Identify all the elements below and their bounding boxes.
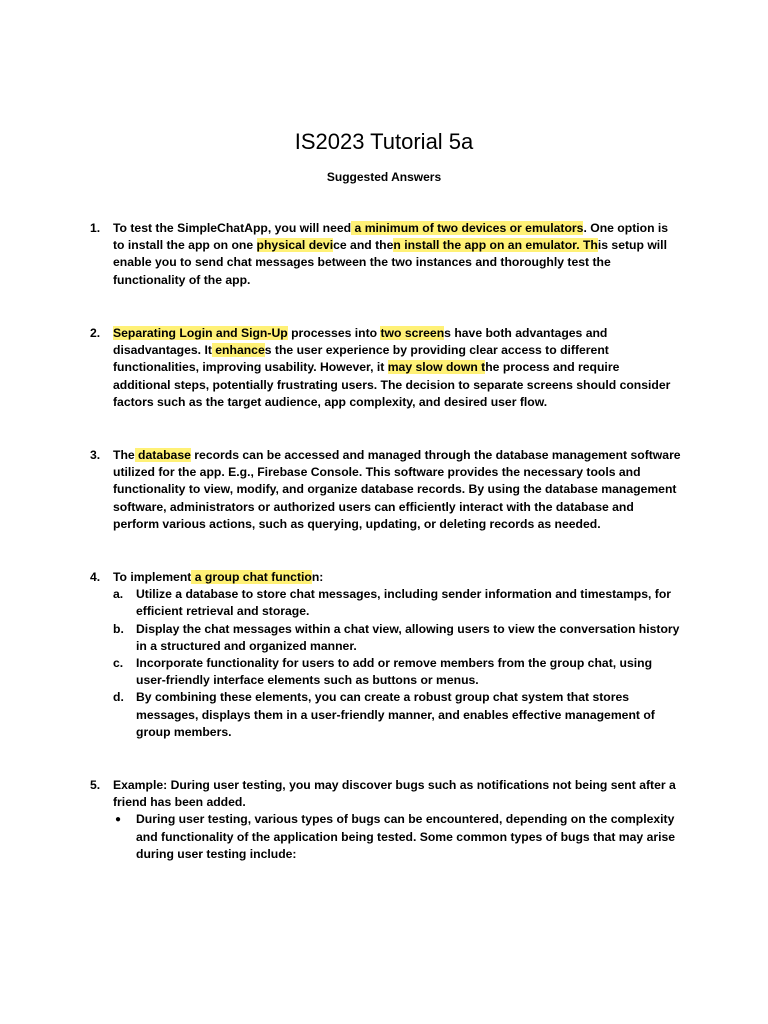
text-line: friend has been added. (113, 795, 246, 810)
highlight: database (134, 448, 191, 462)
item-body (113, 220, 690, 289)
text-line: To implement a group chat function: (113, 570, 324, 584)
item-number: 3. (90, 448, 101, 462)
answer-item-5 (90, 777, 690, 863)
text-line: By combining these elements, you can create a robust group chat system that stores (136, 690, 630, 705)
item-body (113, 777, 690, 811)
highlight: enhance (211, 343, 265, 358)
highlight: physical devi (256, 238, 334, 253)
text-line: during user testing include: (136, 846, 297, 861)
text-line: enable you to send chat messages between the two instances and thoroughly test the (113, 255, 611, 270)
text-line: group members. (136, 724, 232, 739)
text-line: efficient retrieval and storage. (136, 604, 310, 619)
text-line: perform various actions, such as querying, updating, or deleting records as needed. (113, 516, 601, 531)
text-line: software, administrators or authorized users can efficiently interact with the database and (113, 499, 634, 514)
highlight: a group chat functio (191, 570, 312, 584)
item-number: 4. (90, 570, 101, 584)
text-line: to install the app on one physical device and then install the app on an emulator. This setup will (113, 238, 667, 253)
item-body (113, 325, 690, 411)
text-line: Separating Login and Sign-Up processes into two screens have both advantages and (113, 326, 608, 340)
text-line: Example: During user testing, you may discover bugs such as notifications not being sent after a (113, 778, 676, 792)
sub-item-b (113, 621, 690, 655)
item-body (113, 569, 690, 586)
item-number: 5. (90, 778, 101, 792)
answer-item-4 (90, 569, 690, 741)
text-line: and functionality of the application being tested. Some common types of bugs that may arise (136, 829, 676, 844)
sub-item-marker: b. (113, 621, 124, 636)
sub-item-marker: c. (113, 655, 124, 670)
text-line: additional steps, potentially frustrating users. The decision to separate screens should consider (113, 377, 671, 392)
text-line: functionalities, improving usability. However, it may slow down the process and require (113, 360, 620, 375)
item-body (113, 447, 690, 533)
bullet-icon: ● (115, 814, 122, 826)
sub-item-a (113, 586, 690, 620)
answer-item-2 (90, 325, 690, 411)
text-line: Display the chat messages within a chat view, allowing users to view the conversation history (136, 621, 680, 636)
text-line: utilized for the app. E.g., Firebase Console. This software provides the necessary tools and (113, 465, 641, 480)
text-line: Incorporate functionality for users to add or remove members from the group chat, using (136, 655, 653, 670)
text-line: During user testing, various types of bugs can be encountered, depending on the complexity (136, 812, 675, 827)
highlight: a minimum of two devices or emulators (351, 221, 584, 235)
text-line: user-friendly interface elements such as buttons or menus. (136, 673, 479, 688)
item-number: 1. (90, 221, 101, 235)
text-line: functionality to view, modify, and organize database records. By using the database management (113, 482, 677, 497)
document-subtitle: Suggested Answers (326, 170, 442, 184)
text-line: factors such as the target audience, app complexity, and desired user flow. (113, 394, 548, 409)
sub-item-marker: a. (113, 587, 124, 602)
sub-item-c (113, 655, 690, 689)
text-line: Utilize a database to store chat messages, including sender information and timestamps, for (136, 587, 672, 602)
highlight: Separating Login and Sign-Up (113, 326, 288, 340)
text-line: in a structured and organized manner. (136, 638, 357, 653)
sub-item-d (113, 689, 690, 741)
document-title: IS2023 Tutorial 5a (294, 129, 474, 154)
text-line: The database records can be accessed and managed through the database management software (113, 448, 681, 462)
text-line: To test the SimpleChatApp, you will need a minimum of two devices or emulators. One option is (113, 221, 669, 235)
highlight: n install the app on an emulator. Th (393, 238, 598, 253)
answer-item-1 (90, 220, 690, 289)
answer-item-3 (90, 447, 690, 533)
highlight: may slow down t (387, 360, 486, 375)
sub-item-marker: d. (113, 690, 124, 705)
text-line: disadvantages. It enhances the user experience by providing clear access to different (113, 343, 609, 358)
bullet-item (113, 811, 690, 863)
text-line: functionality of the app. (113, 272, 251, 287)
text-line: messages, displays them in a user-friendly manner, and enables effective management of (136, 707, 655, 722)
item-number: 2. (90, 326, 101, 340)
highlight: two screen (380, 326, 445, 340)
